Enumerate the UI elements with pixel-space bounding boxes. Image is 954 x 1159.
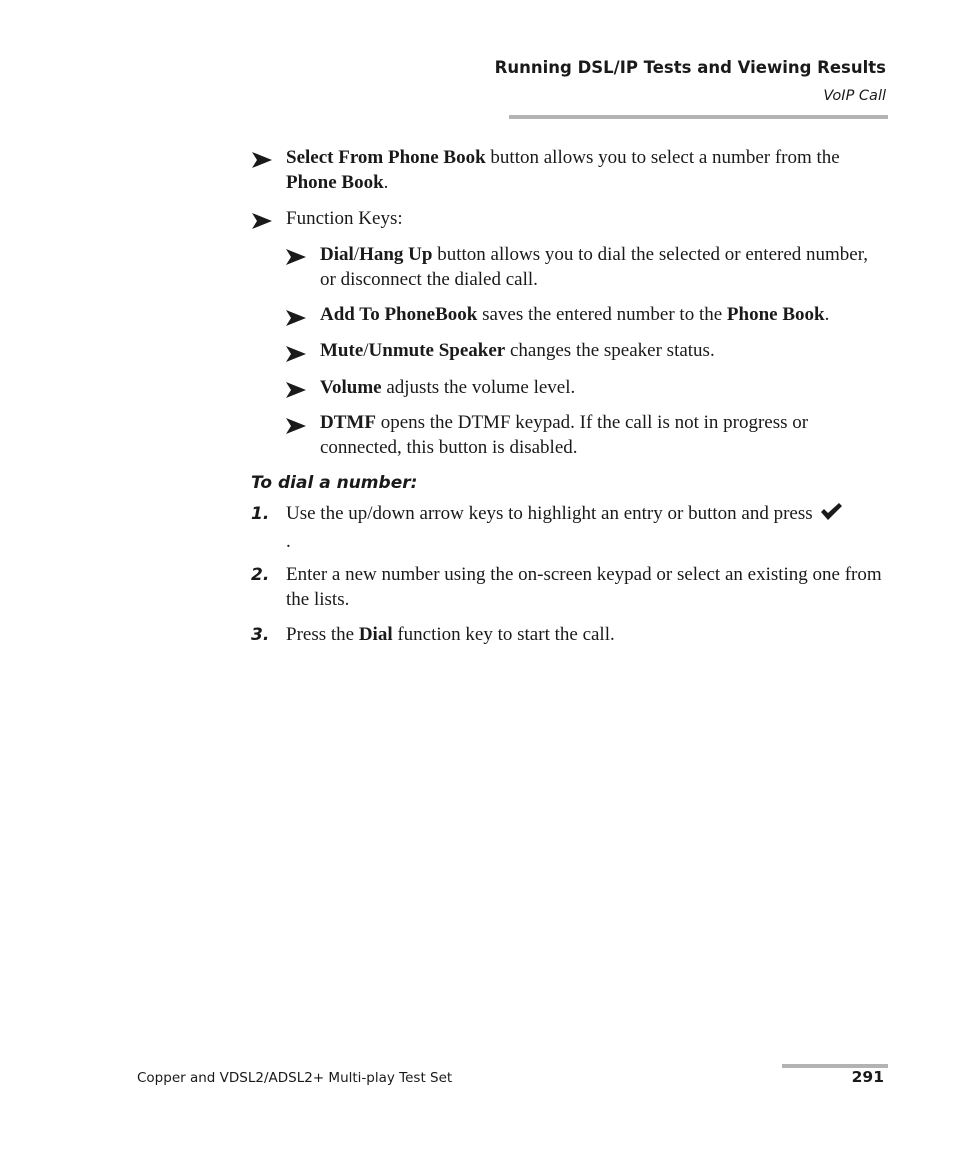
- step-2: Enter a new number using the on-screen keypad or select an existing one from the lists.: [286, 564, 882, 610]
- volume-label: Volume: [320, 377, 382, 398]
- item-text: .: [824, 304, 830, 325]
- bullet-arrow-icon: [285, 248, 309, 266]
- separator: /: [353, 244, 360, 265]
- item-add-to-phonebook: [320, 303, 920, 328]
- bullet-arrow-icon: [251, 151, 275, 169]
- item-text: saves the entered number to the: [477, 304, 727, 325]
- checkmark-icon: [819, 502, 843, 530]
- bullet-arrow-icon: [285, 381, 309, 399]
- dial-label: Dial: [320, 244, 354, 265]
- item-text: opens the DTMF keypad. If the call is not in progress or connected, this button is disabled.: [320, 412, 809, 458]
- footer-product-name: Copper and VDSL2/ADSL2+ Multi-play Test Set: [137, 1070, 453, 1086]
- phone-book-label: Phone Book: [286, 171, 384, 193]
- add-to-phonebook-label: Add To PhoneBook: [320, 304, 478, 325]
- step-number: 2.: [251, 565, 270, 585]
- bullet-arrow-icon: [285, 309, 309, 327]
- step-text: function key to start the call.: [392, 624, 615, 645]
- item-mute-unmute: [320, 339, 880, 364]
- step-text: .: [286, 530, 291, 552]
- unmute-speaker-label: Unmute Speaker: [368, 340, 506, 361]
- step-number: 1.: [251, 504, 270, 524]
- mute-label: Mute: [320, 340, 364, 361]
- phone-book-label: Phone Book: [726, 304, 825, 325]
- separator: /: [363, 340, 369, 361]
- hang-up-label: Hang Up: [359, 244, 433, 265]
- item-text: changes the speaker status.: [505, 340, 715, 361]
- item-dial-hang-up: [320, 243, 880, 292]
- section-title: VoIP Call: [823, 88, 886, 104]
- item-volume: [320, 376, 880, 401]
- step-number: 3.: [251, 625, 270, 645]
- bullet-arrow-icon: [285, 345, 309, 363]
- step-text: Use the up/down arrow keys to highlight an entry or button and press: [286, 503, 818, 524]
- item-text: button allows you to dial the selected or entered number, or disconnect the dialed call.: [320, 244, 869, 290]
- bullet-arrow-icon: [251, 212, 275, 230]
- item-select-phone-book: [286, 146, 886, 195]
- step-1: [286, 502, 846, 554]
- dtmf-label: DTMF: [320, 412, 376, 433]
- header-rule: [509, 115, 888, 119]
- item-text: adjusts the volume level.: [381, 377, 576, 398]
- item-function-keys: Function Keys:: [286, 208, 403, 229]
- bullet-arrow-icon: [285, 417, 309, 435]
- item-dtmf: [320, 411, 860, 460]
- item-text: button allows you to select a number from the: [485, 147, 840, 168]
- step-3: [286, 623, 886, 648]
- chapter-title: Running DSL/IP Tests and Viewing Results: [494, 58, 886, 77]
- procedure-title: To dial a number:: [251, 473, 418, 493]
- step-text: Press the: [286, 624, 359, 645]
- page-number: 291: [851, 1068, 884, 1086]
- dial-label: Dial: [358, 624, 393, 645]
- select-from-phone-book-label: Select From Phone Book: [286, 147, 486, 168]
- item-text: .: [383, 171, 389, 193]
